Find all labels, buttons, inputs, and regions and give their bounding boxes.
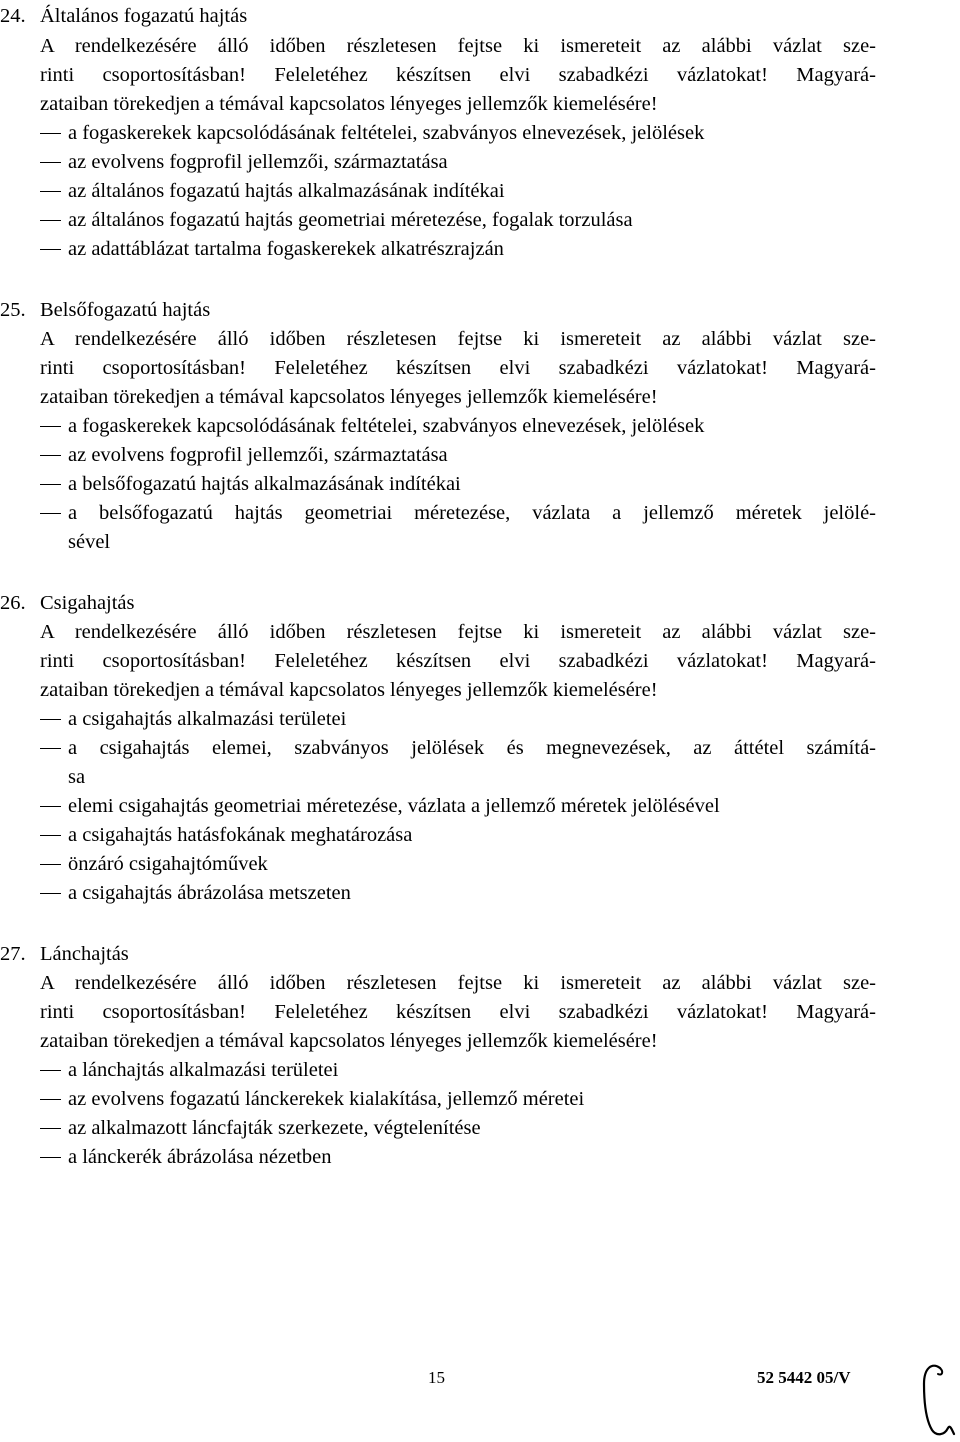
section-number: 26.: [0, 592, 26, 614]
list-item-text: a csigahajtás elemei, szabványos jelölések és megnevezések, az áttétel számítá-: [68, 737, 876, 759]
list-item-text: a fogaskerekek kapcsolódásának feltételei, szabványos elnevezések, jelölések: [68, 415, 705, 437]
section-intro-line: zataiban törekedjen a témával kapcsolatos lényeges jellemzők kiemelésére!: [40, 386, 658, 408]
dash-bullet: [40, 748, 61, 749]
list-item-text: elemi csigahajtás geometriai méretezése, vázlata a jellemző méretek jelölésével: [68, 795, 720, 817]
dash-bullet: [40, 484, 61, 485]
section-intro-line: rinti csoportosításban! Feleletéhez készítsen elvi szabadkézi vázlatokat! Magyará-: [40, 1001, 876, 1023]
section-intro-line: A rendelkezésére álló időben részletesen fejtse ki ismereteit az alábbi vázlat sze-: [40, 972, 876, 994]
section-number: 27.: [0, 943, 26, 965]
dash-bullet: [40, 249, 61, 250]
section-title: Lánchajtás: [40, 943, 129, 965]
section-intro-line: rinti csoportosításban! Feleletéhez készítsen elvi szabadkézi vázlatokat! Magyará-: [40, 650, 876, 672]
list-item-text: a belsőfogazatú hajtás alkalmazásának indítékai: [68, 473, 461, 495]
list-item-text: az alkalmazott láncfajták szerkezete, végtelenítése: [68, 1117, 481, 1139]
document-code: 52 5442 05/V: [757, 1368, 851, 1387]
dash-bullet: [40, 806, 61, 807]
dash-bullet: [40, 835, 61, 836]
dash-bullet: [40, 893, 61, 894]
list-item-text: a lánckerék ábrázolása nézetben: [68, 1146, 332, 1168]
dash-bullet: [40, 426, 61, 427]
dash-bullet: [40, 133, 61, 134]
section-intro-line: zataiban törekedjen a témával kapcsolatos lényeges jellemzők kiemelésére!: [40, 93, 658, 115]
list-item-text: a csigahajtás ábrázolása metszeten: [68, 882, 351, 904]
list-item-text: sével: [68, 531, 111, 553]
dash-bullet: [40, 455, 61, 456]
list-item-text: az evolvens fogprofil jellemzői, származtatása: [68, 444, 448, 466]
list-item-text: sa: [68, 766, 86, 788]
list-item-text: önzáró csigahajtóművek: [68, 853, 268, 875]
section-intro-line: zataiban törekedjen a témával kapcsolatos lényeges jellemzők kiemelésére!: [40, 1030, 658, 1052]
section-intro-line: A rendelkezésére álló időben részletesen fejtse ki ismereteit az alábbi vázlat sze-: [40, 621, 876, 643]
dash-bullet: [40, 1099, 61, 1100]
dash-bullet: [40, 1128, 61, 1129]
section-intro-line: A rendelkezésére álló időben részletesen fejtse ki ismereteit az alábbi vázlat sze-: [40, 328, 876, 350]
dash-bullet: [40, 220, 61, 221]
list-item-text: a fogaskerekek kapcsolódásának feltételei, szabványos elnevezések, jelölések: [68, 122, 705, 144]
list-item-text: az általános fogazatú hajtás geometriai méretezése, fogalak torzulása: [68, 209, 633, 231]
list-item-text: az evolvens fogazatú lánckerekek kialakítása, jellemző méretei: [68, 1088, 585, 1110]
list-item-text: a csigahajtás hatásfokának meghatározása: [68, 824, 413, 846]
section-intro-line: rinti csoportosításban! Feleletéhez készítsen elvi szabadkézi vázlatokat! Magyará-: [40, 64, 876, 86]
dash-bullet: [40, 1070, 61, 1071]
list-item-text: a lánchajtás alkalmazási területei: [68, 1059, 339, 1081]
section-title: Belsőfogazatú hajtás: [40, 299, 211, 321]
dash-bullet: [40, 1157, 61, 1158]
dash-bullet: [40, 864, 61, 865]
section-intro-line: rinti csoportosításban! Feleletéhez készítsen elvi szabadkézi vázlatokat! Magyará-: [40, 357, 876, 379]
section-intro-line: A rendelkezésére álló időben részletesen fejtse ki ismereteit az alábbi vázlat sze-: [40, 35, 876, 57]
list-item-text: az adattáblázat tartalma fogaskerekek alkatrészrajzán: [68, 238, 504, 260]
dash-bullet: [40, 191, 61, 192]
section-title: Csigahajtás: [40, 592, 135, 614]
dash-bullet: [40, 719, 61, 720]
handwritten-mark-icon: [918, 1360, 958, 1440]
section-title: Általános fogazatú hajtás: [40, 5, 248, 27]
list-item-text: az evolvens fogprofil jellemzői, származtatása: [68, 151, 448, 173]
section-intro-line: zataiban törekedjen a témával kapcsolatos lényeges jellemzők kiemelésére!: [40, 679, 658, 701]
list-item-text: a csigahajtás alkalmazási területei: [68, 708, 347, 730]
dash-bullet: [40, 162, 61, 163]
section-number: 25.: [0, 299, 26, 321]
dash-bullet: [40, 513, 61, 514]
list-item-text: az általános fogazatú hajtás alkalmazásának indítékai: [68, 180, 505, 202]
section-number: 24.: [0, 5, 26, 27]
list-item-text: a belsőfogazatú hajtás geometriai méretezése, vázlata a jellemző méretek jelölé-: [68, 502, 876, 524]
page-number: 15: [428, 1368, 445, 1387]
